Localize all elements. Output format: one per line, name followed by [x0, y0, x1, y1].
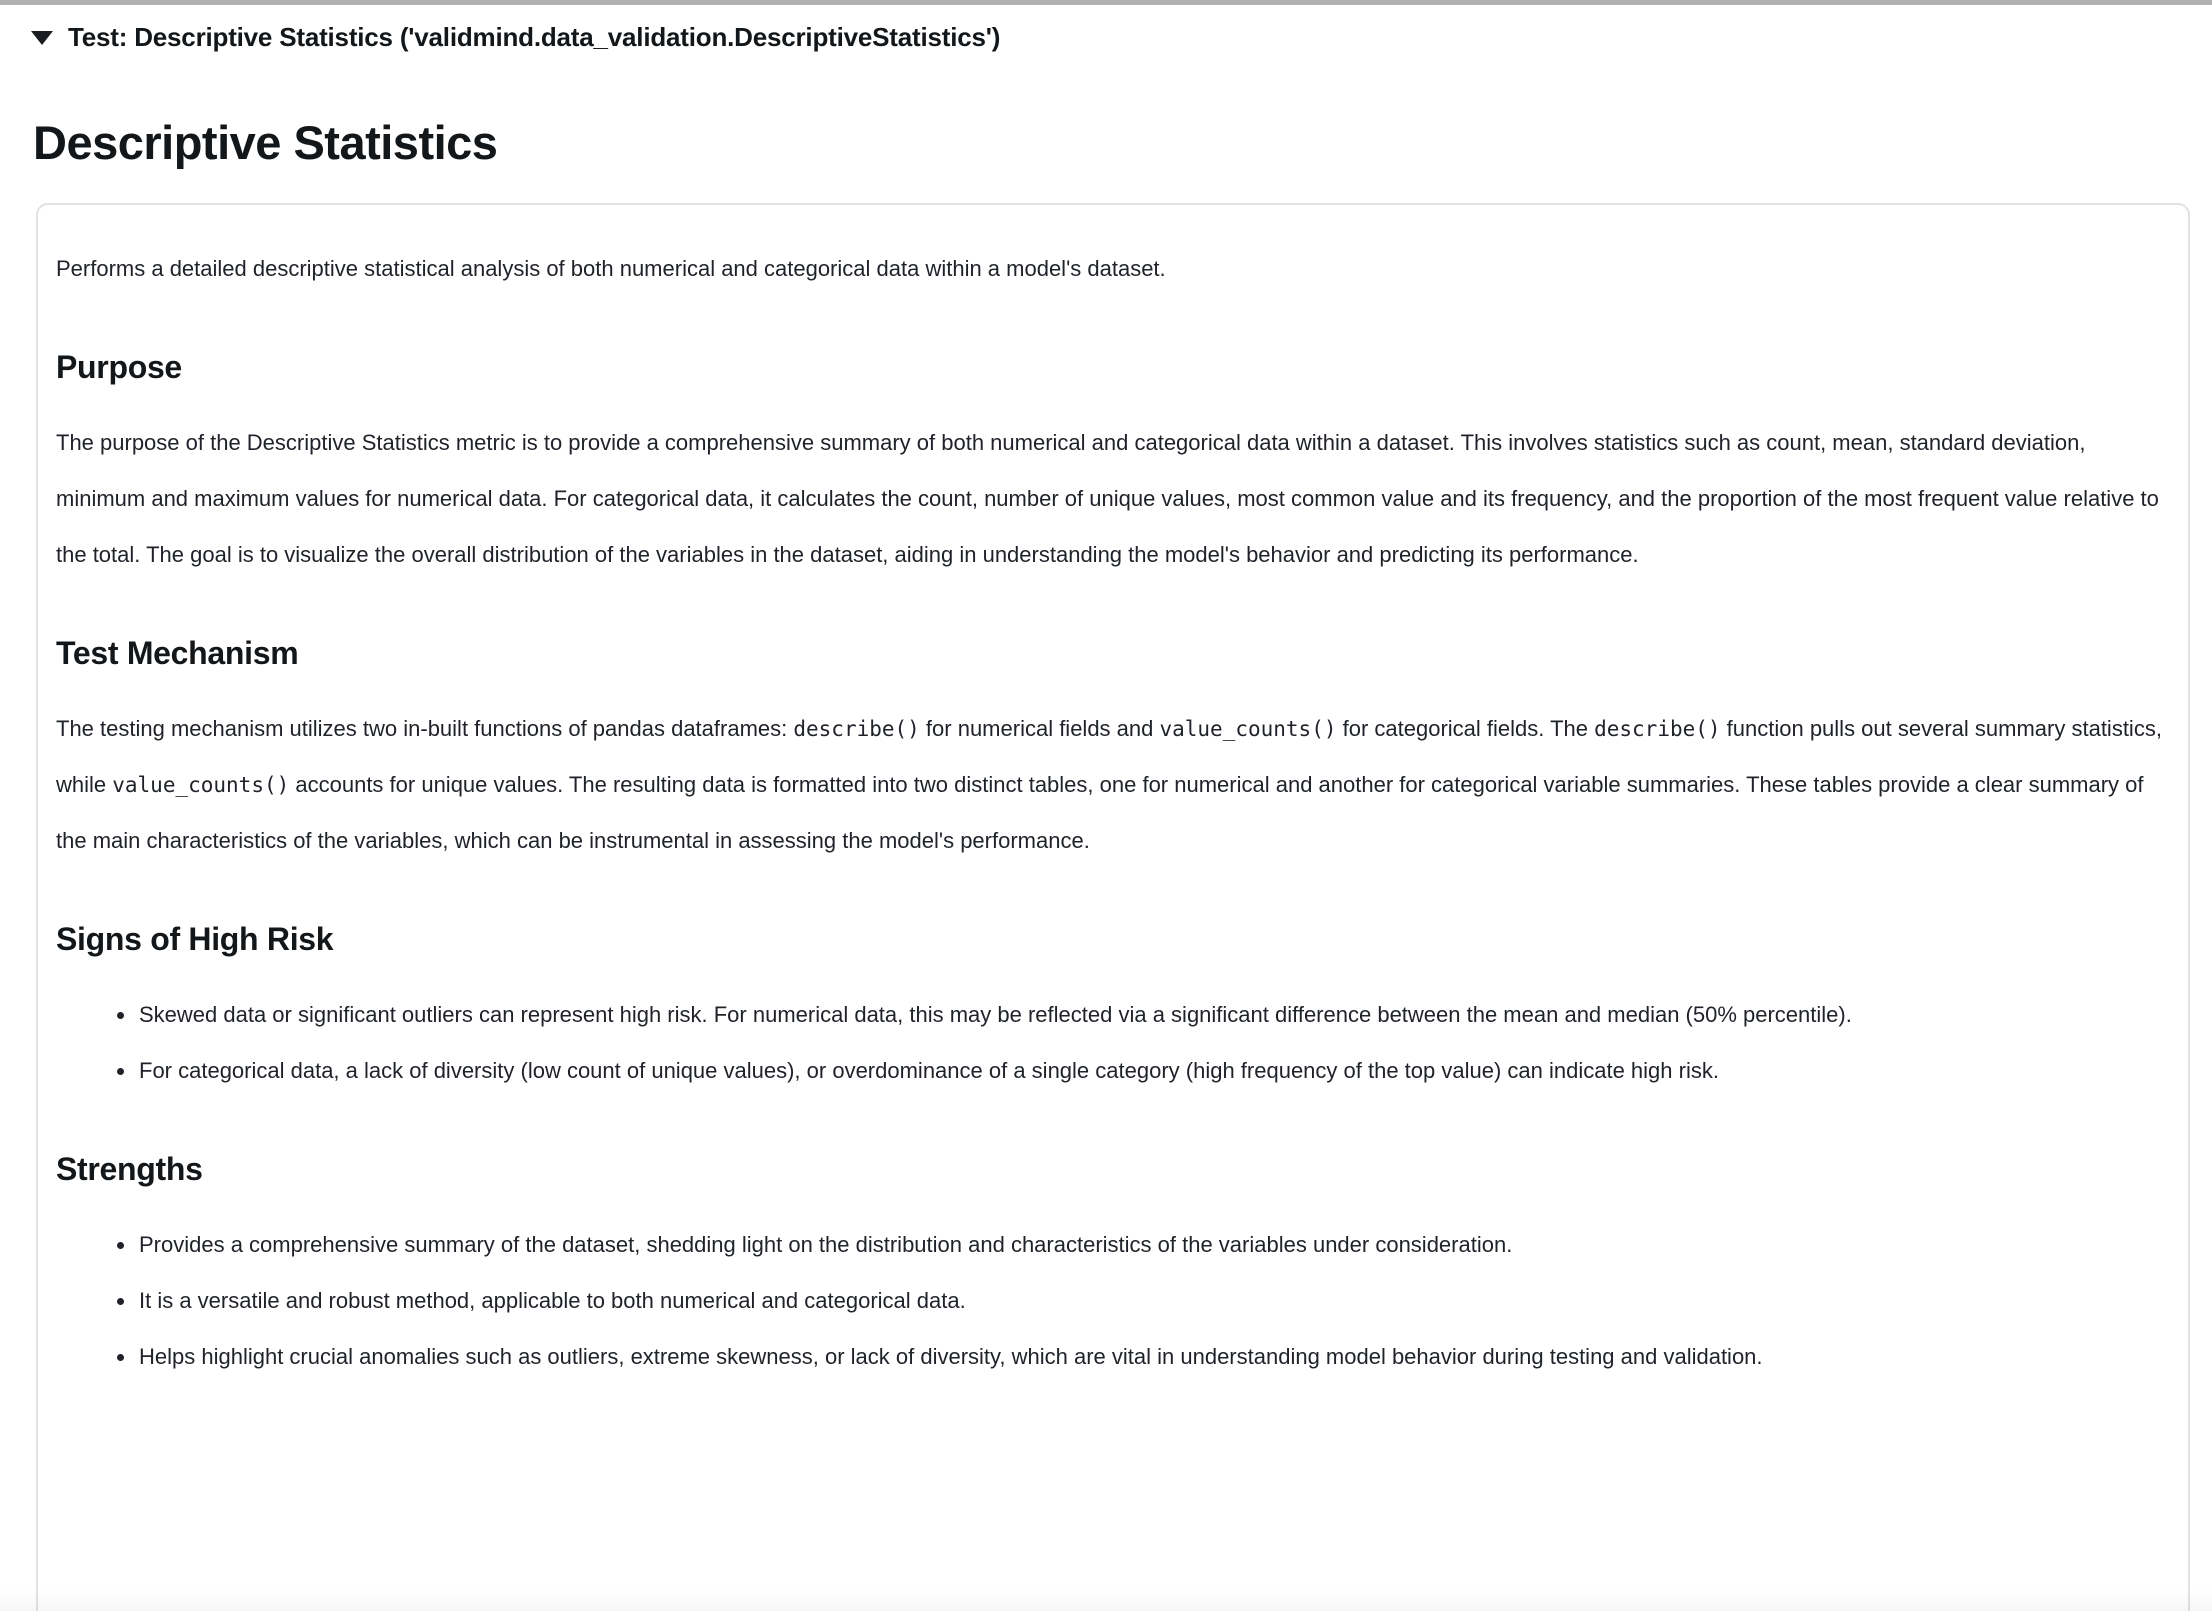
- inline-code: describe(): [793, 716, 920, 741]
- inline-code: describe(): [1594, 716, 1721, 741]
- paragraph: The purpose of the Descriptive Statistics metric is to provide a comprehensive summary of both numerical and categorical data within a dataset. This involves statistics such as count, mean, standard deviation, minimum and maximum values for numerical data. For categorical data, it calculates the count, number of unique values, most common value and its frequency, and the proportion of the most frequent value relative to the total. The goal is to visualize the overall distribution of the variables in the dataset, aiding in understanding the model's behavior and predicting its performance.: [56, 429, 2159, 567]
- list-item: • Skewed data or significant outliers can represent high risk. For numerical data, this may be reflected via a significant difference between the mean and median (50% percentile).: [137, 987, 2166, 1043]
- section-heading: Strengths: [56, 1150, 203, 1187]
- test-description-card: [36, 203, 2190, 1611]
- list-item: • Provides a comprehensive summary of the dataset, shedding light on the distribution and characteristics of the variables under consideration.: [137, 1217, 2166, 1273]
- triangle-down-icon[interactable]: [31, 31, 53, 45]
- paragraph: The testing mechanism utilizes two in-built functions of pandas dataframes: describe() for numerical fields and value_counts() for categorical fields. The describe() function pulls out several summary statistics, while value_counts() accounts for unique values. The resulting data is formatted into two distinct tables, one for numerical and another for categorical variable summaries. These tables provide a clear summary of the main characteristics of the variables, which can be instrumental in assessing the model's performance.: [56, 715, 2162, 853]
- top-strip: [0, 0, 2212, 5]
- bullet-list: [56, 1217, 2166, 1385]
- section-heading: Signs of High Risk: [56, 920, 334, 957]
- list-item: • Helps highlight crucial anomalies such as outliers, extreme skewness, or lack of diversity, which are vital in understanding model behavior during testing and validation.: [137, 1329, 2166, 1385]
- list-item: • It is a versatile and robust method, applicable to both numerical and categorical data.: [137, 1273, 2166, 1329]
- test-section-label: Test: Descriptive Statistics ('validmind.data_validation.DescriptiveStatistics'): [68, 22, 1001, 52]
- bullet-list: [56, 987, 2166, 1099]
- section-heading: Test Mechanism: [56, 634, 299, 671]
- test-description-content: [38, 205, 2188, 1385]
- section-heading: Purpose: [56, 348, 182, 385]
- page-title: Descriptive Statistics: [33, 116, 498, 169]
- inline-code: value_counts(): [112, 772, 290, 797]
- test-section-toggle[interactable]: [0, 22, 2212, 53]
- paragraph: Performs a detailed descriptive statistical analysis of both numerical and categorical data within a model's dataset.: [56, 255, 1166, 281]
- inline-code: value_counts(): [1159, 716, 1337, 741]
- list-item: • For categorical data, a lack of diversity (low count of unique values), or overdominance of a single category (high frequency of the top value) can indicate high risk.: [137, 1043, 2166, 1099]
